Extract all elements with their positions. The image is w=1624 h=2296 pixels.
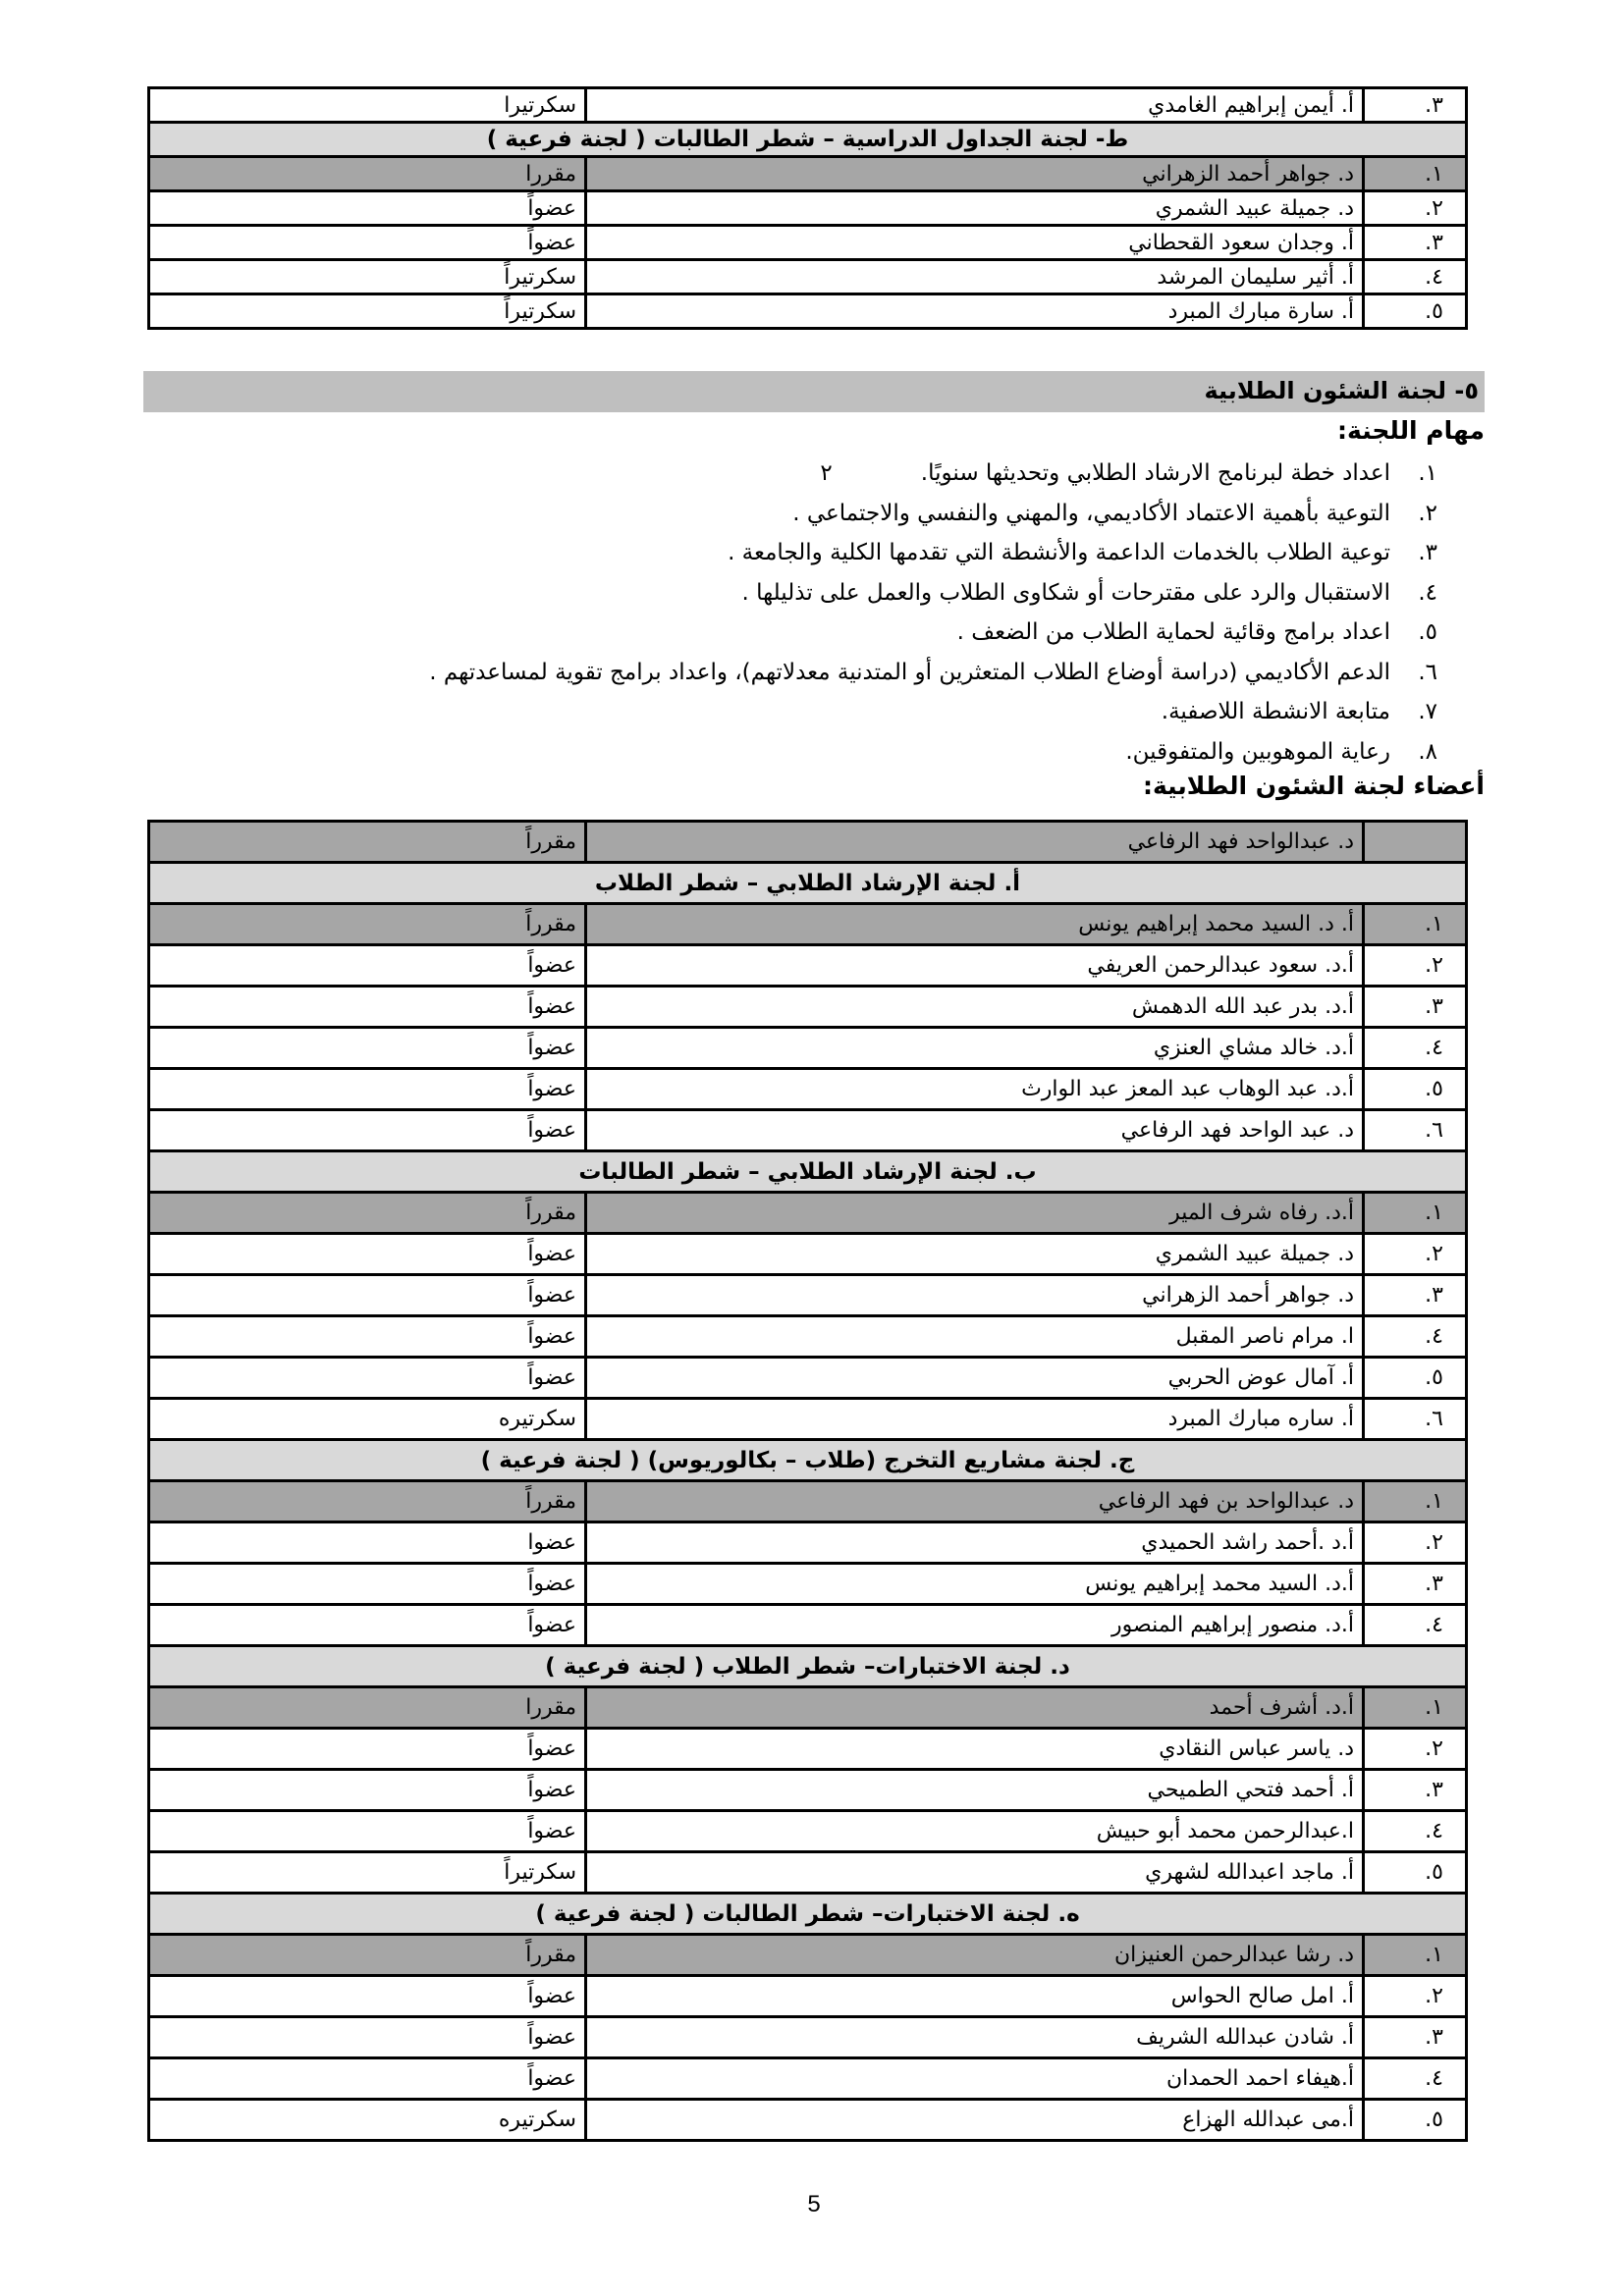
member-name: أ. امل صالح الحواس (586, 1976, 1364, 2017)
list-number: ٧. (1418, 699, 1437, 724)
row-number (1364, 822, 1467, 863)
table-row (149, 1481, 1467, 1522)
row-number: ٥. (1364, 1852, 1467, 1894)
table-row (149, 2017, 1467, 2058)
row-number: ٤. (1364, 1605, 1467, 1646)
member-role: عضوا (149, 1522, 586, 1564)
group-title: ط- لجنة الجداول الدراسية – شطر الطالبات ( لجنة فرعية ) (149, 123, 1467, 157)
page-number: 5 (807, 2191, 821, 2217)
table-row (149, 88, 1467, 123)
list-number: ٢. (1418, 500, 1437, 526)
row-number: ٣. (1364, 2017, 1467, 2058)
table-row (149, 1522, 1467, 1564)
group-title: ب. لجنة الإرشاد الطلابي – شطر الطالبات (149, 1151, 1467, 1193)
row-number: ٤. (1364, 260, 1467, 294)
table-row (149, 2100, 1467, 2141)
member-name: أ. د. السيد محمد إبراهيم يونس (586, 904, 1364, 945)
member-name: أ.د. سعود عبدالرحمن العريفي (586, 945, 1364, 987)
table-row (149, 1564, 1467, 1605)
table-row (149, 294, 1467, 329)
table-row (149, 1729, 1467, 1770)
member-name: أ. آمال عوض الحربي (586, 1358, 1364, 1399)
member-name: ا. مرام ناصر المقبل (586, 1316, 1364, 1358)
row-number: ٣. (1364, 88, 1467, 123)
row-number: ٤. (1364, 1811, 1467, 1852)
task-text: اعداد خطة لبرنامج الارشاد الطلابي وتحديثها سنويًا. (920, 460, 1390, 486)
member-role: مقرراً (149, 1193, 586, 1234)
member-name: د. جواهر أحمد الزهراني (586, 1275, 1364, 1316)
list-number: ٥. (1418, 619, 1437, 645)
member-role: عضواً (149, 1358, 586, 1399)
member-name: أ.د. بدر عبد الله الدهمش (586, 987, 1364, 1028)
members-heading: أعضاء لجنة الشئون الطلابية: (1143, 772, 1485, 800)
member-name: د. عبدالواحد بن فهد الرفاعي (586, 1481, 1364, 1522)
member-role: عضواً (149, 1316, 586, 1358)
member-name: د. جواهر أحمد الزهراني (586, 157, 1364, 191)
row-number: ١. (1364, 904, 1467, 945)
member-name: أ. ساره مبارك المبرد (586, 1399, 1364, 1440)
table-row (149, 1069, 1467, 1110)
member-role: عضواً (149, 226, 586, 260)
row-number: ٣. (1364, 1564, 1467, 1605)
row-number: ١. (1364, 1935, 1467, 1976)
member-role: عضواً (149, 987, 586, 1028)
table-row (149, 987, 1467, 1028)
member-name: أ.د. السيد محمد إبراهيم يونس (586, 1564, 1364, 1605)
table-row (149, 1770, 1467, 1811)
member-name: د. جميلة عبيد الشمري (586, 1234, 1364, 1275)
student-affairs-members-table (147, 820, 1468, 2142)
table-row (149, 1358, 1467, 1399)
row-number: ٥. (1364, 1358, 1467, 1399)
table-row (149, 1275, 1467, 1316)
tasks-list (161, 454, 1437, 772)
group-header-row (149, 1151, 1467, 1193)
list-item (161, 494, 1437, 534)
task-text: التوعية بأهمية الاعتماد الأكاديمي، والمهني والنفسي والاجتماعي . (792, 500, 1390, 526)
group-header-row (149, 863, 1467, 904)
row-number: ٤. (1364, 2058, 1467, 2100)
list-item (161, 573, 1437, 614)
member-name: أ. أحمد فتحي الطميحي (586, 1770, 1364, 1811)
row-number: ١. (1364, 157, 1467, 191)
list-item (161, 613, 1437, 653)
list-number: ٤. (1418, 579, 1437, 606)
list-item (161, 732, 1437, 773)
member-role: عضواً (149, 2058, 586, 2100)
member-name: أ. سارة مبارك المبرد (586, 294, 1364, 329)
member-name: د. عبد الواحد فهد الرفاعي (586, 1110, 1364, 1151)
table-row (149, 945, 1467, 987)
chair-row (149, 822, 1467, 863)
member-role: عضواً (149, 1976, 586, 2017)
member-role: مقرراً (149, 904, 586, 945)
member-role: عضواً (149, 1275, 586, 1316)
member-name: د. عبدالواحد فهد الرفاعي (586, 822, 1364, 863)
row-number: ٢. (1364, 1522, 1467, 1564)
tasks-heading: مهام اللجنة: (1337, 416, 1485, 445)
row-number: ١. (1364, 1481, 1467, 1522)
task-text: الدعم الأكاديمي (دراسة أوضاع الطلاب المتعثرين أو المتدنية معدلاتهم)، واعداد برامج تقوية لمساعدتهم . (429, 659, 1390, 685)
table-row (149, 2058, 1467, 2100)
group-header-row (149, 1646, 1467, 1687)
stray-note: ٢ (820, 460, 833, 486)
row-number: ١. (1364, 1687, 1467, 1729)
member-role: سكرتيره (149, 2100, 586, 2141)
member-role: عضواً (149, 1770, 586, 1811)
list-number: ٨. (1418, 738, 1437, 765)
task-text: اعداد برامج وقائية لحماية الطلاب من الضعف . (956, 619, 1390, 645)
table-row (149, 191, 1467, 226)
member-role: عضواً (149, 1605, 586, 1646)
member-name: أ. أيمن إبراهيم الغامدي (586, 88, 1364, 123)
group-title: ج. لجنة مشاريع التخرج (طلاب – بكالوريوس) ( لجنة فرعية ) (149, 1440, 1467, 1481)
row-number: ٤. (1364, 1316, 1467, 1358)
member-role: مقرراً (149, 1481, 586, 1522)
member-role: مقررا (149, 157, 586, 191)
row-number: ٣. (1364, 987, 1467, 1028)
table-row (149, 1399, 1467, 1440)
table-row (149, 1234, 1467, 1275)
member-name: د. ياسر عباس النقادي (586, 1729, 1364, 1770)
member-role: عضواً (149, 945, 586, 987)
member-name: أ.د .أحمد راشد الحميدي (586, 1522, 1364, 1564)
table-row (149, 1605, 1467, 1646)
task-text: متابعة الانشطة اللاصفية. (1161, 699, 1390, 724)
group-title: أ. لجنة الإرشاد الطلابي – شطر الطلاب (149, 863, 1467, 904)
table-row (149, 1110, 1467, 1151)
member-name: أ.هيفاء احمد الحمدان (586, 2058, 1364, 2100)
study-schedules-committee-table (147, 86, 1468, 330)
member-role: عضواً (149, 1069, 586, 1110)
table-row (149, 1028, 1467, 1069)
table-row (149, 1193, 1467, 1234)
member-role: مقررا (149, 1687, 586, 1729)
row-number: ٢. (1364, 1976, 1467, 2017)
group-header-row (149, 123, 1467, 157)
list-item (161, 692, 1437, 732)
task-text: توعية الطلاب بالخدمات الداعمة والأنشطة التي تقدمها الكلية والجامعة . (728, 540, 1390, 565)
member-role: عضواً (149, 1564, 586, 1605)
row-number: ٥. (1364, 294, 1467, 329)
member-name: أ. ماجد اعبدالله لشهري (586, 1852, 1364, 1894)
table-row (149, 1852, 1467, 1894)
member-role: عضواً (149, 1811, 586, 1852)
row-number: ٢. (1364, 945, 1467, 987)
group-header-row (149, 1894, 1467, 1935)
member-name: أ. وجدان سعود القحطاني (586, 226, 1364, 260)
table-row (149, 157, 1467, 191)
member-name: ا.عبدالرحمن محمد أبو حبيش (586, 1811, 1364, 1852)
row-number: ٢. (1364, 191, 1467, 226)
member-role: سكرتيراً (149, 294, 586, 329)
member-name: أ.د. رفاه شرف المير (586, 1193, 1364, 1234)
table-row (149, 1811, 1467, 1852)
section-title: ٥- لجنة الشئون الطلابية (1204, 377, 1479, 404)
group-title: ه. لجنة الاختبارات– شطر الطالبات ( لجنة فرعية ) (149, 1894, 1467, 1935)
row-number: ١. (1364, 1193, 1467, 1234)
member-name: د. جميلة عبيد الشمري (586, 191, 1364, 226)
member-role: مقرراً (149, 822, 586, 863)
member-role: سكرتيرا (149, 88, 586, 123)
member-role: سكرتيراً (149, 260, 586, 294)
row-number: ٤. (1364, 1028, 1467, 1069)
member-role: سكرتيره (149, 1399, 586, 1440)
table-row (149, 1687, 1467, 1729)
group-title: د. لجنة الاختبارات– شطر الطلاب ( لجنة فرعية ) (149, 1646, 1467, 1687)
list-item (161, 533, 1437, 573)
row-number: ٥. (1364, 2100, 1467, 2141)
member-name: أ.د. عبد الوهاب عبد المعز عبد الوارث (586, 1069, 1364, 1110)
member-role: عضواً (149, 2017, 586, 2058)
table-row (149, 1976, 1467, 2017)
list-number: ٣. (1418, 540, 1437, 565)
row-number: ٦. (1364, 1110, 1467, 1151)
task-text: الاستقبال والرد على مقترحات أو شكاوى الطلاب والعمل على تذليلها . (741, 579, 1390, 606)
member-role: عضواً (149, 1234, 586, 1275)
member-name: أ.د. أشرف أحمد (586, 1687, 1364, 1729)
table-row (149, 260, 1467, 294)
row-number: ٣. (1364, 1770, 1467, 1811)
list-number: ١. (1418, 460, 1437, 486)
member-role: عضواً (149, 191, 586, 226)
list-number: ٦. (1418, 659, 1437, 685)
list-item (161, 653, 1437, 693)
member-role: عضواً (149, 1110, 586, 1151)
member-name: د. رشا عبدالرحمن العنيزان (586, 1935, 1364, 1976)
member-name: أ.د. منصور إبراهيم المنصور (586, 1605, 1364, 1646)
row-number: ٢. (1364, 1729, 1467, 1770)
row-number: ٢. (1364, 1234, 1467, 1275)
task-text: رعاية الموهوبين والمتفوقين. (1125, 738, 1390, 765)
member-role: مقرراً (149, 1935, 586, 1976)
row-number: ٥. (1364, 1069, 1467, 1110)
section-header-bar (143, 371, 1485, 412)
member-name: أ. شادن عبدالله الشريف (586, 2017, 1364, 2058)
table-row (149, 1316, 1467, 1358)
row-number: ٣. (1364, 1275, 1467, 1316)
member-name: أ. أثير سليمان المرشد (586, 260, 1364, 294)
member-role: سكرتيراً (149, 1852, 586, 1894)
row-number: ٣. (1364, 226, 1467, 260)
member-name: أ.د. خالد مشاي العنزي (586, 1028, 1364, 1069)
table-row (149, 226, 1467, 260)
member-role: عضواً (149, 1028, 586, 1069)
list-item (161, 454, 1437, 494)
member-role: عضواً (149, 1729, 586, 1770)
table-row (149, 1935, 1467, 1976)
row-number: ٦. (1364, 1399, 1467, 1440)
table-row (149, 904, 1467, 945)
group-header-row (149, 1440, 1467, 1481)
member-name: أ.مى عبدالله الهزاع (586, 2100, 1364, 2141)
